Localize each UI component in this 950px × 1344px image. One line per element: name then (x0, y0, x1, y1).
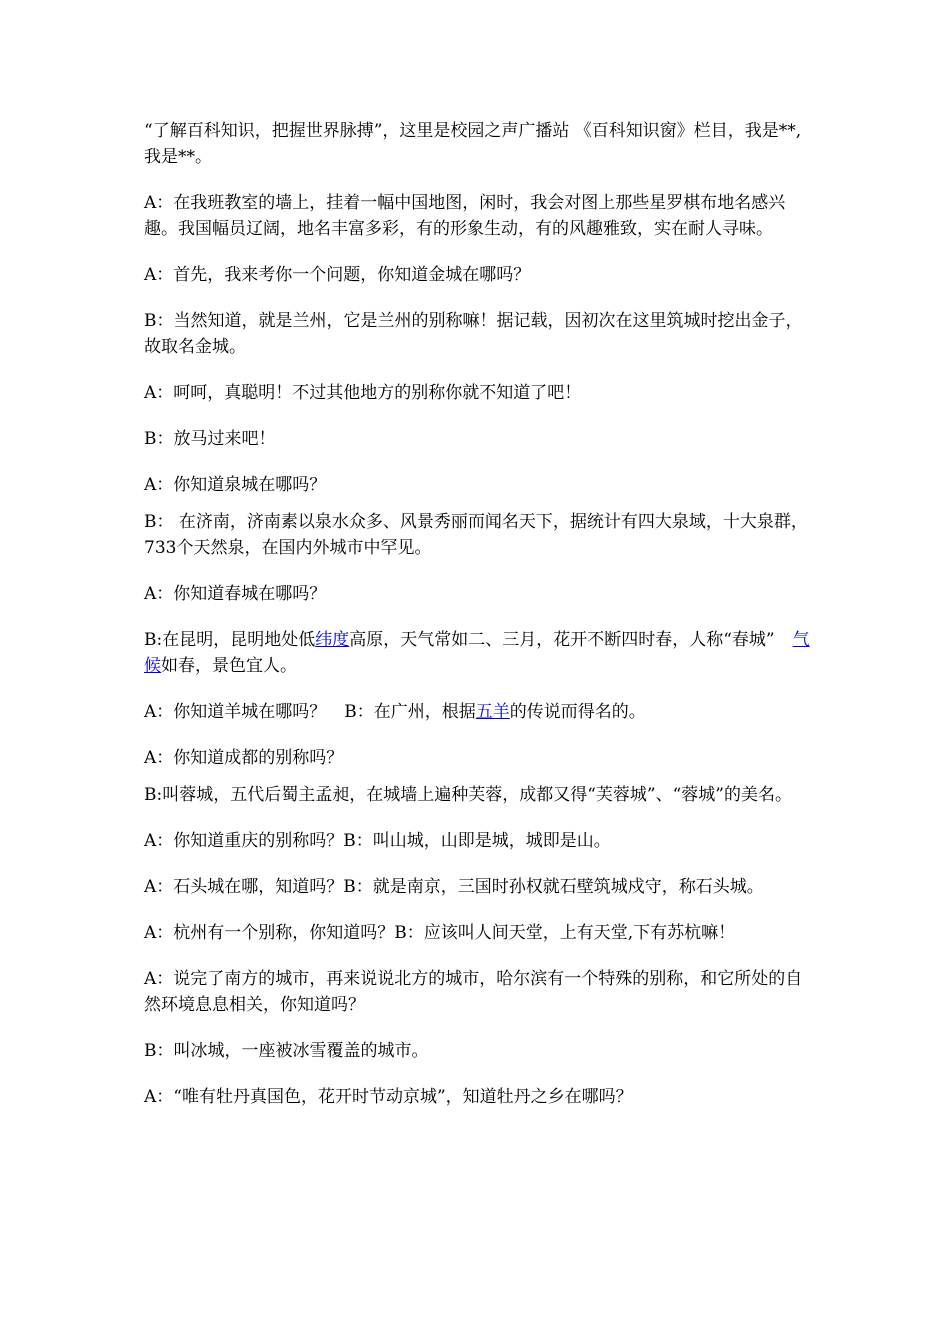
text-segment: 的传说而得名的。 (509, 702, 646, 722)
link-climate[interactable]: 气候 (144, 630, 810, 676)
paragraph-hangzhou: A：杭州有一个别称，你知道吗？B：应该叫人间天堂，上有天堂,下有苏杭嘛！ (144, 923, 736, 943)
paragraph-peony-question: A：“唯有牡丹真国色，花开时节动京城”，知道牡丹之乡在哪吗？ (144, 1087, 633, 1107)
text-segment: 高原，天气常如二、三月，花开不断四时春，人称“春城” (349, 630, 775, 650)
paragraph-chongqing: A：你知道重庆的别称吗？B：叫山城，山即是城，城即是山。 (144, 831, 611, 851)
paragraph-jincheng-answer: B：当然知道，就是兰州，它是兰州的别称嘛！据记载，因初次在这里筑城时挖出金子，故取名金城。 (144, 311, 803, 357)
paragraph-praise: A：呵呵，真聪明！不过其他地方的别称你就不知道了吧！ (144, 383, 582, 403)
link-five-rams[interactable]: 五羊 (475, 702, 510, 722)
paragraph-chuncheng-question: A：你知道春城在哪吗？ (144, 584, 327, 604)
document-body (144, 118, 816, 1130)
text-segment: B:在昆明，昆明地处低 (144, 630, 316, 650)
paragraph-chuncheng-answer (144, 627, 816, 679)
paragraph-chengdu-question: A：你知道成都的别称吗？ (144, 748, 344, 768)
text-segment: 如春，景色宜人。 (161, 656, 297, 676)
paragraph-harbin-answer: B：叫冰城，一座被冰雪覆盖的城市。 (144, 1041, 429, 1061)
paragraph-challenge: B：放马过来吧！ (144, 429, 276, 449)
text-segment: A：你知道羊城在哪吗？ (144, 702, 327, 722)
paragraph-map: A：在我班教室的墙上，挂着一幅中国地图，闲时，我会对图上那些星罗棋布地名感兴趣。我国幅员辽阔，地名丰富多彩，有的形象生动，有的风趣雅致，实在耐人寻味。 (144, 193, 786, 239)
paragraph-quancheng-answer: B： 在济南，济南素以泉水众多、风景秀丽而闻名天下，据统计有四大泉域，十大泉群，733个天然泉，在国内外城市中罕见。 (144, 512, 808, 558)
paragraph-yangcheng (144, 699, 816, 725)
paragraph-nanjing: A：石头城在哪，知道吗？B：就是南京，三国时孙权就石壁筑城戍守，称石头城。 (144, 877, 764, 897)
paragraph-chengdu-answer: B:叫蓉城，五代后蜀主孟昶，在城墙上遍种芙蓉，成都又得“芙蓉城”、“蓉城”的美名。 (144, 785, 792, 805)
paragraph-jincheng-question: A：首先，我来考你一个问题，你知道金城在哪吗？ (144, 265, 531, 285)
link-latitude[interactable]: 纬度 (315, 630, 350, 650)
paragraph-harbin-question: A：说完了南方的城市，再来说说北方的城市，哈尔滨有一个特殊的别称，和它所处的自然环境息息相关，你知道吗？ (144, 969, 803, 1015)
text-segment: B：在广州，根据 (344, 702, 476, 722)
paragraph-intro: “了解百科知识，把握世界脉搏”，这里是校园之声广播站 《百科知识窗》栏目，我是**,我是**。 (144, 121, 802, 167)
paragraph-quancheng-question: A：你知道泉城在哪吗？ (144, 475, 327, 495)
